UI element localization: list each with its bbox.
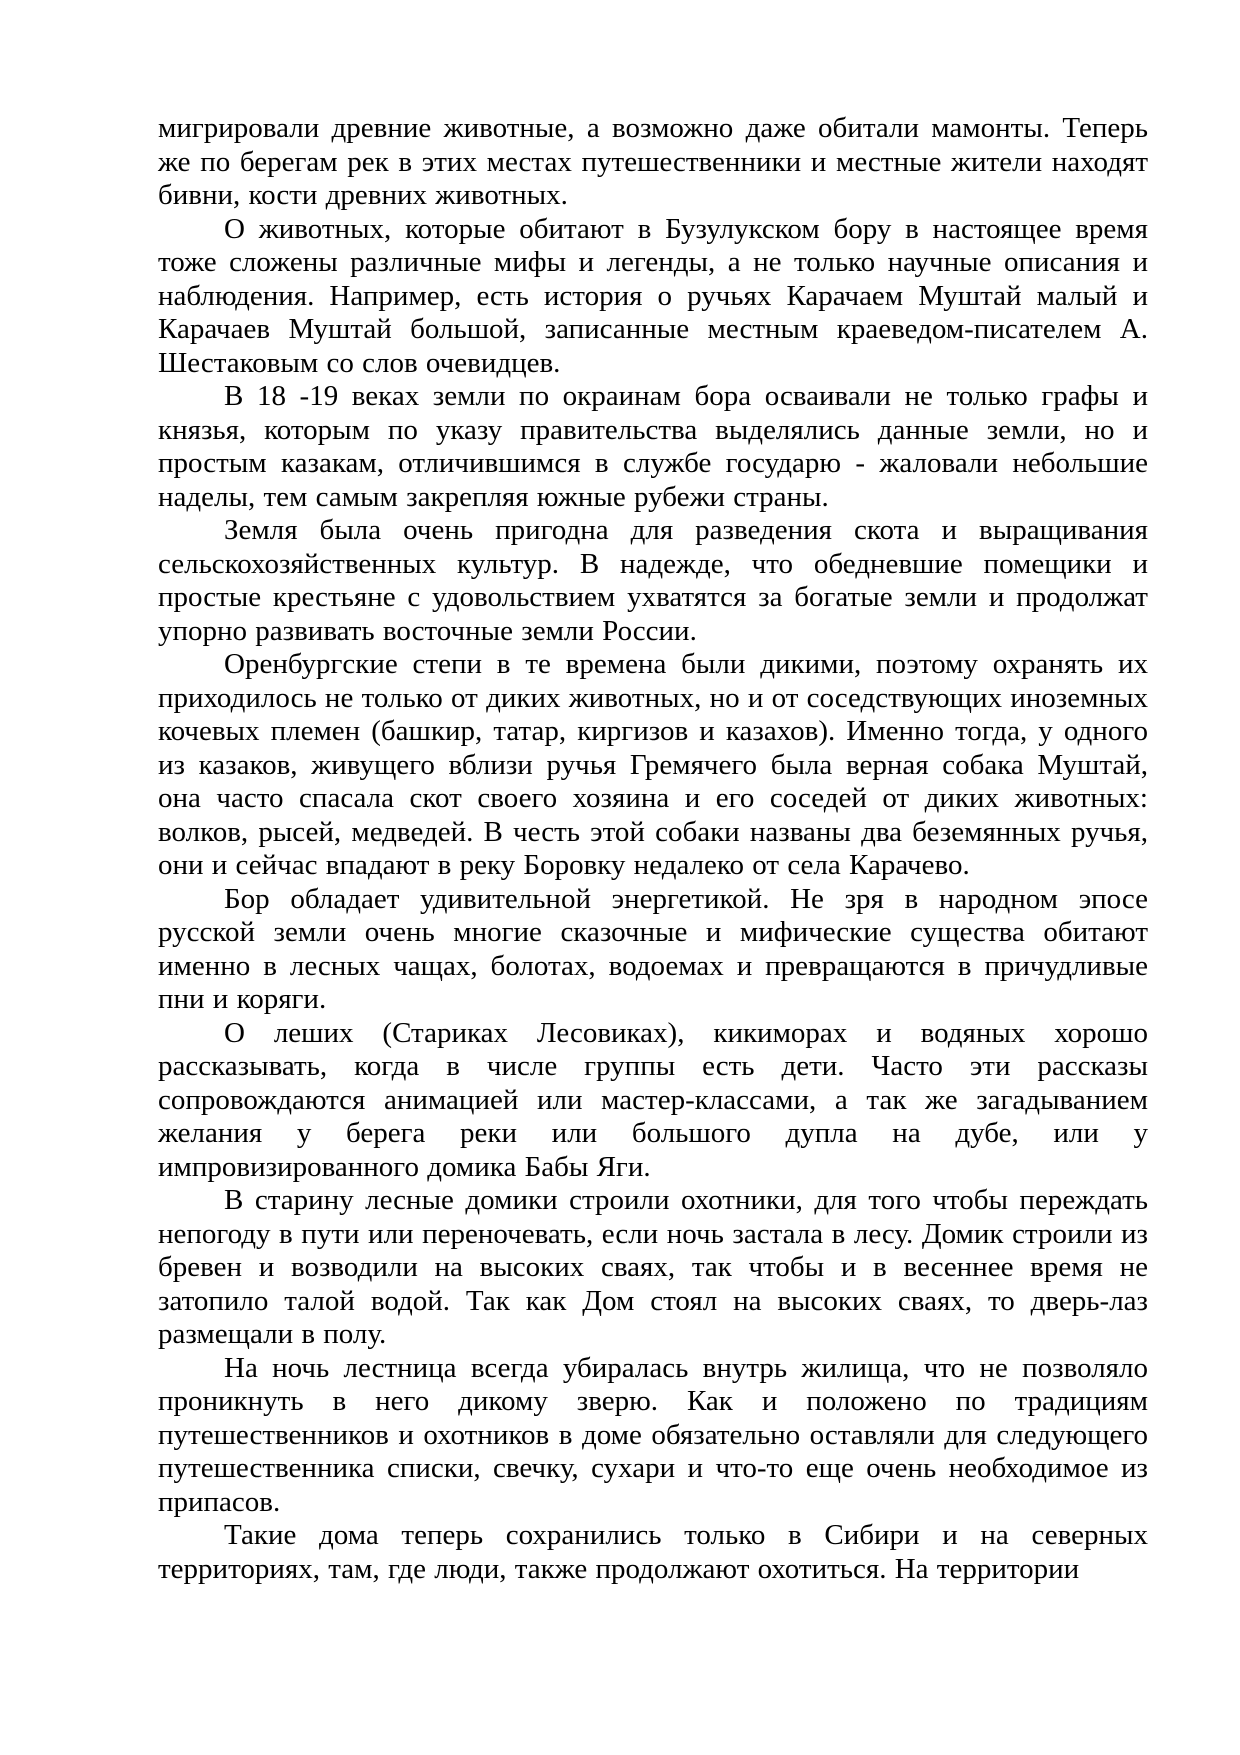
paragraph: На ночь лестница всегда убиралась внутрь жилища, что не позволяло проникнуть в него дикому зверю. Как и положено по традициям путешественников и охотников в доме обязательно оставляли для следующего путешественника списки, свечку, сухари и что-то еще очень необходимое из припасов.	[158, 1351, 1148, 1518]
paragraph: Бор обладает удивительной энергетикой. Не зря в народном эпосе русской земли очень многие сказочные и мифические существа обитают именно в лесных чащах, болотах, водоемах и превращаются в причудливые пни и коряги.	[158, 882, 1148, 1015]
paragraph: В 18 -19 веках земли по окраинам бора осваивали не только графы и князья, которым по указу правительства выделялись данные земли, но и простым казакам, отличившимся в службе государю - жаловали небольшие наделы, тем самым закрепляя южные рубежи страны.	[158, 380, 1148, 513]
paragraph: О животных, которые обитают в Бузулукском бору в настоящее время тоже сложены различные мифы и легенды, а не только научные описания и наблюдения. Например, есть история о ручьях Карачаем Муштай малый и Карачаев Муштай большой, записанные местным краеведом-писателем А. Шестаковым со слов очевидцев.	[158, 212, 1148, 379]
paragraph: В старину лесные домики строили охотники, для того чтобы переждать непогоду в пути или переночевать, если ночь застала в лесу. Домик строили из бревен и возводили на высоких сваях, так чтобы и в весеннее время не затопило талой водой. Так как Дом стоял на высоких сваях, то дверь-лаз размещали в полу.	[158, 1184, 1148, 1350]
paragraph: О леших (Стариках Лесовиках), кикиморах и водяных хорошо рассказывать, когда в числе группы есть дети. Часто эти рассказы сопровождаются анимацией или мастер-классами, а так же загадыванием желания у берега реки или большого дупла на дубе, или у импровизированного домика Бабы Яги.	[158, 1016, 1148, 1183]
paragraph: мигрировали древние животные, а возможно даже обитали мамонты. Теперь же по берегам рек в этих местах путешественники и местные жители находят бивни, кости древних животных.	[158, 112, 1148, 211]
paragraph: Оренбургские степи в те времена были дикими, поэтому охранять их приходилось не только от диких животных, но и от соседствующих иноземных кочевых племен (башкир, татар, киргизов и казахов). Именно тогда, у одного из казаков, живущего вблизи ручья Гремячего была верная собака Муштай, она часто спасала скот своего хозяина и его соседей от диких животных: волков, рысей, медведей. В честь этой собаки названы два беземянных ручья, они и сейчас впадают в реку Боровку недалеко от села Карачево.	[158, 648, 1148, 881]
paragraph: Земля была очень пригодна для разведения скота и выращивания сельскохозяйственных культур. В надежде, что обедневшие помещики и простые крестьяне с удовольствием ухватятся за богатые земли и продолжат упорно развивать восточные земли России.	[158, 514, 1148, 647]
paragraph: Такие дома теперь сохранились только в Сибири и на северных территориях, там, где люди, также продолжают охотиться. На территории	[158, 1519, 1148, 1585]
